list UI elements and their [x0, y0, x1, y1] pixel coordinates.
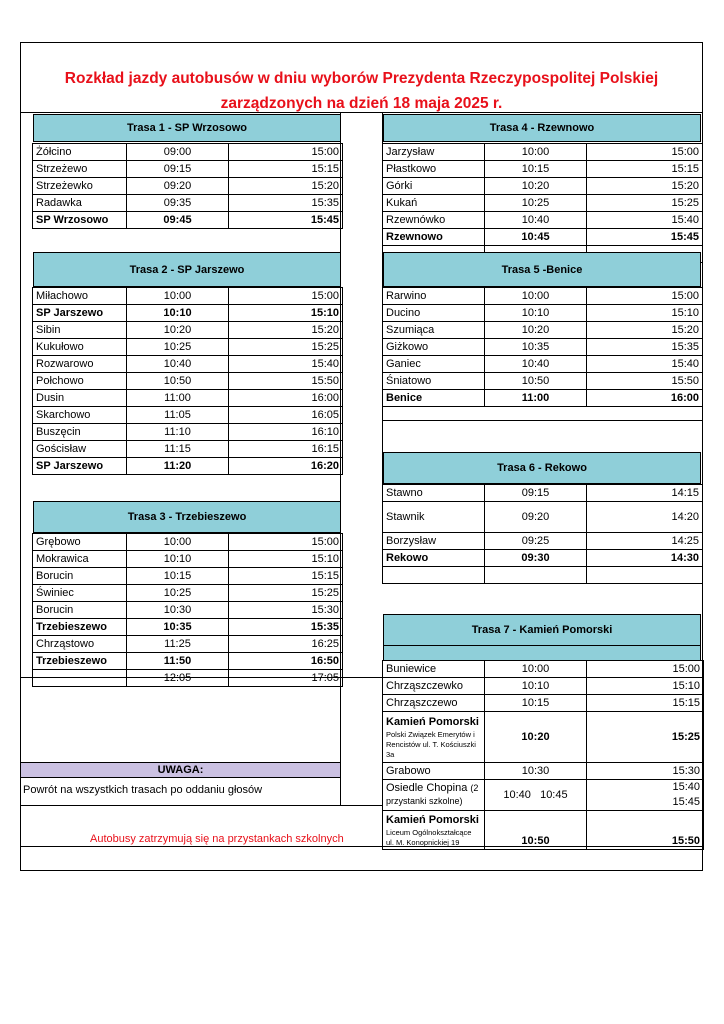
time-back: 15:35 — [587, 339, 703, 356]
table-row — [383, 212, 703, 229]
time-back: 15:15 — [587, 695, 704, 712]
time-back: 15:35 — [229, 195, 343, 212]
time-out: 10:40 10:45 — [485, 780, 587, 811]
time-out: 09:20 — [127, 178, 229, 195]
route-5-table — [382, 287, 703, 407]
table-row — [383, 288, 703, 305]
stop-name: Świniec — [33, 585, 127, 602]
time-out: 09:15 — [127, 161, 229, 178]
empty-cell — [485, 567, 587, 584]
time-back: 16:50 — [229, 653, 343, 670]
route-7-table — [382, 660, 704, 850]
time-out: 10:25 — [485, 195, 587, 212]
time-out: 10:25 — [127, 585, 229, 602]
stop-name: Rzewnowo — [383, 229, 485, 246]
stop-name: Górki — [383, 178, 485, 195]
table-row — [383, 695, 704, 712]
time-out: 11:15 — [127, 441, 229, 458]
stop-name — [33, 670, 127, 687]
stop-name: Trzebieszewo — [33, 653, 127, 670]
time-out: 09:00 — [127, 144, 229, 161]
time-back: 15:00 — [587, 144, 703, 161]
time-back: 15:40 — [229, 356, 343, 373]
time-back: 15:45 — [587, 229, 703, 246]
stop-name: Stawno — [383, 485, 485, 502]
time-out: 11:25 — [127, 636, 229, 653]
stop-name: Sibin — [33, 322, 127, 339]
time-out: 09:45 — [127, 212, 229, 229]
stop-name: Chrząstowo — [33, 636, 127, 653]
table-row — [383, 322, 703, 339]
time-back: 15:20 — [587, 178, 703, 195]
time-out: 10:50 — [485, 373, 587, 390]
table-row — [33, 568, 343, 585]
table-row — [383, 485, 703, 502]
stop-name: Borucin — [33, 602, 127, 619]
time-out: 10:10 — [127, 305, 229, 322]
table-row — [383, 661, 704, 678]
time-back-2: 15:45 — [672, 796, 700, 808]
time-out: 10:15 — [127, 568, 229, 585]
school-stops-note: Autobusy zatrzymują się na przystankach szkolnych — [90, 833, 344, 845]
route-6-table — [382, 484, 703, 584]
table-row — [33, 551, 343, 568]
empty-cell — [587, 567, 703, 584]
stop-address: Liceum Ogólnokształcące ul. M. Konopnickiej 19 — [386, 827, 472, 847]
stop-name — [383, 811, 485, 850]
stop-name: Strzeżewo — [33, 161, 127, 178]
stop-name: Giżkowo — [383, 339, 485, 356]
time-out: 10:00 — [485, 661, 587, 678]
time-out: 10:00 — [485, 144, 587, 161]
table-row — [383, 178, 703, 195]
time-out: 10:10 — [485, 305, 587, 322]
stop-address: Polski Związek Emerytów i Rencistów ul. T. Kościuszki 3a — [386, 729, 476, 759]
time-back: 16:00 — [229, 390, 343, 407]
table-row — [383, 305, 703, 322]
time-out: 10:15 — [485, 161, 587, 178]
time-out: 10:25 — [127, 339, 229, 356]
empty-row — [383, 567, 703, 584]
stop-name: Miłachowo — [33, 288, 127, 305]
time-out: 10:20 — [485, 322, 587, 339]
table-row — [33, 441, 343, 458]
table-row — [33, 619, 343, 636]
table-row — [33, 424, 343, 441]
route-2-table — [32, 287, 343, 475]
time-out: 11:50 — [127, 653, 229, 670]
time-back: 16:10 — [229, 424, 343, 441]
route-4-title: Trasa 4 - Rzewnowo — [489, 122, 595, 134]
time-out: 12:05 — [127, 670, 229, 687]
divider — [20, 112, 703, 113]
time-back: 17:05 — [229, 670, 343, 687]
route-6-title: Trasa 6 - Rekowo — [497, 462, 587, 474]
time-back: 15:00 — [229, 288, 343, 305]
time-out: 09:35 — [127, 195, 229, 212]
stop-name: Chrząszczewko — [383, 678, 485, 695]
time-out: 10:50 — [485, 811, 587, 850]
time-back: 15:15 — [229, 161, 343, 178]
time-back: 15:50 — [229, 373, 343, 390]
divider — [382, 420, 703, 421]
stop-name: Połchowo — [33, 373, 127, 390]
time-back: 15:50 — [587, 373, 703, 390]
time-back: 16:15 — [229, 441, 343, 458]
table-row — [33, 161, 343, 178]
time-out: 10:30 — [485, 763, 587, 780]
time-out: 11:10 — [127, 424, 229, 441]
time-back: 15:25 — [229, 585, 343, 602]
stop-name: Rekowo — [383, 550, 485, 567]
table-row — [383, 390, 703, 407]
time-out: 11:20 — [127, 458, 229, 475]
stop-name: Borucin — [33, 568, 127, 585]
stop-name: SP Jarszewo — [33, 458, 127, 475]
stop-name: Grębowo — [33, 534, 127, 551]
route-3-title: Trasa 3 - Trzebieszewo — [127, 511, 247, 523]
time-back: 15:40 — [587, 356, 703, 373]
time-back: 15:30 — [229, 602, 343, 619]
stop-name: Rzewnówko — [383, 212, 485, 229]
table-row — [383, 144, 703, 161]
stop-name: Trzebieszewo — [33, 619, 127, 636]
stop-name: Żółcino — [33, 144, 127, 161]
table-row — [33, 305, 343, 322]
stop-name: Buszęcin — [33, 424, 127, 441]
time-back: 15:20 — [587, 322, 703, 339]
table-row — [33, 407, 343, 424]
return-note: Powrót na wszystkich trasach po oddaniu głosów — [23, 784, 263, 796]
table-row — [383, 712, 704, 763]
time-out: 10:40 — [127, 356, 229, 373]
table-row — [383, 678, 704, 695]
table-row — [33, 653, 343, 670]
time-out: 11:00 — [485, 390, 587, 407]
divider — [20, 805, 382, 806]
stop-name: Chrząszczewo — [383, 695, 485, 712]
time-out: 09:30 — [485, 550, 587, 567]
table-row — [383, 161, 703, 178]
time-back: 15:00 — [229, 144, 343, 161]
table-row — [33, 144, 343, 161]
stop-name: Benice — [383, 390, 485, 407]
table-row — [33, 212, 343, 229]
route-7-title: Trasa 7 - Kamień Pomorski — [471, 624, 613, 636]
time-back: 16:05 — [229, 407, 343, 424]
time-back: 15:00 — [587, 661, 704, 678]
route-1-table — [32, 143, 343, 229]
table-row — [383, 533, 703, 550]
time-back: 15:15 — [229, 568, 343, 585]
time-out: 10:15 — [485, 695, 587, 712]
route-2-title: Trasa 2 - SP Jarszewo — [129, 263, 245, 276]
time-back: 15:25 — [587, 712, 704, 763]
stop-name-main: Kamień Pomorski — [386, 715, 479, 728]
stop-name: Płastkowo — [383, 161, 485, 178]
stop-name: Rarwino — [383, 288, 485, 305]
table-row — [33, 585, 343, 602]
stop-name: Gościsław — [33, 441, 127, 458]
time-back: 15:25 — [587, 195, 703, 212]
time-back: 15:10 — [229, 305, 343, 322]
time-out: 10:00 — [127, 288, 229, 305]
stop-name: Mokrawica — [33, 551, 127, 568]
route-4-header — [383, 114, 701, 142]
route-3-table — [32, 533, 343, 687]
table-row — [383, 195, 703, 212]
stop-name: Śniatowo — [383, 373, 485, 390]
table-row — [33, 356, 343, 373]
route-7-header-band — [383, 646, 701, 660]
time-out: 10:35 — [485, 339, 587, 356]
time-out: 10:00 — [127, 534, 229, 551]
time-out: 10:10 — [485, 678, 587, 695]
time-back: 16:20 — [229, 458, 343, 475]
table-row — [33, 534, 343, 551]
table-row — [33, 636, 343, 653]
stop-name: Radawka — [33, 195, 127, 212]
time-out: 10:10 — [127, 551, 229, 568]
stop-name — [383, 712, 485, 763]
table-row — [383, 356, 703, 373]
time-out: 10:45 — [485, 229, 587, 246]
stop-name: Strzeżewko — [33, 178, 127, 195]
stop-name: Ducino — [383, 305, 485, 322]
route-3-header — [33, 501, 341, 533]
time-back — [587, 780, 704, 811]
table-row — [33, 178, 343, 195]
table-row — [33, 602, 343, 619]
route-4-table — [382, 143, 703, 263]
time-back: 15:10 — [587, 305, 703, 322]
title-line-2: zarządzonych na dzień 18 maja 2025 r. — [220, 95, 503, 112]
time-back: 15:25 — [229, 339, 343, 356]
time-out: 11:00 — [127, 390, 229, 407]
time-out: 09:25 — [485, 533, 587, 550]
route-1-title: Trasa 1 - SP Wrzosowo — [126, 122, 248, 134]
time-back: 15:20 — [229, 322, 343, 339]
table-row — [383, 780, 704, 811]
time-back: 15:45 — [229, 212, 343, 229]
time-out: 10:00 — [485, 288, 587, 305]
time-back: 15:00 — [229, 534, 343, 551]
time-back: 15:35 — [229, 619, 343, 636]
stop-name: Borzysław — [383, 533, 485, 550]
time-back: 15:15 — [587, 161, 703, 178]
time-back: 14:15 — [587, 485, 703, 502]
table-row — [33, 390, 343, 407]
route-5-title: Trasa 5 -Benice — [501, 263, 583, 276]
time-back: 14:25 — [587, 533, 703, 550]
time-out: 09:20 — [485, 502, 587, 533]
time-back: 16:25 — [229, 636, 343, 653]
time-out: 10:50 — [127, 373, 229, 390]
title-line-1: Rozkład jazdy autobusów w dniu wyborów Prezydenta Rzeczypospolitej Polskiej — [64, 70, 659, 87]
time-back: 15:30 — [587, 763, 704, 780]
route-6-header — [383, 452, 701, 484]
time-back: 15:10 — [229, 551, 343, 568]
time-back: 15:50 — [587, 811, 704, 850]
time-back-1: 15:40 — [672, 781, 700, 793]
time-back: 15:40 — [587, 212, 703, 229]
time-out: 10:20 — [127, 322, 229, 339]
table-row — [33, 670, 343, 687]
table-row — [33, 373, 343, 390]
stop-name: Buniewice — [383, 661, 485, 678]
time-back: 15:10 — [587, 678, 704, 695]
route-7-header — [383, 614, 701, 646]
table-row — [33, 288, 343, 305]
route-5-header — [383, 252, 701, 287]
route-2-header — [33, 252, 341, 287]
stop-name — [383, 780, 485, 811]
stop-name: Ganiec — [383, 356, 485, 373]
time-back: 15:00 — [587, 288, 703, 305]
table-row — [33, 195, 343, 212]
time-back: 14:30 — [587, 550, 703, 567]
stop-name: Szumiąca — [383, 322, 485, 339]
stop-name: Kukań — [383, 195, 485, 212]
table-row — [383, 811, 704, 850]
table-row — [383, 229, 703, 246]
time-out: 09:15 — [485, 485, 587, 502]
stop-note: (2 przystanki szkolne) — [386, 783, 479, 806]
time-out: 10:30 — [127, 602, 229, 619]
page-title — [20, 66, 703, 116]
time-out: 10:40 — [485, 356, 587, 373]
table-row — [383, 763, 704, 780]
table-row — [383, 373, 703, 390]
stop-name: Skarchowo — [33, 407, 127, 424]
stop-name: Dusin — [33, 390, 127, 407]
stop-name: Kukułowo — [33, 339, 127, 356]
stop-name-main: Osiedle Chopina — [386, 782, 468, 794]
time-back: 16:00 — [587, 390, 703, 407]
stop-name: SP Jarszewo — [33, 305, 127, 322]
stop-name: Grabowo — [383, 763, 485, 780]
table-row — [33, 322, 343, 339]
route-1-header — [33, 114, 341, 142]
table-row — [33, 458, 343, 475]
time-back: 15:20 — [229, 178, 343, 195]
stop-name: Stawnik — [383, 502, 485, 533]
table-row — [383, 339, 703, 356]
stop-name: SP Wrzosowo — [33, 212, 127, 229]
table-row — [33, 339, 343, 356]
time-out: 10:20 — [485, 178, 587, 195]
empty-cell — [383, 567, 485, 584]
stop-name: Jarzysław — [383, 144, 485, 161]
time-out: 10:40 — [485, 212, 587, 229]
time-back: 14:20 — [587, 502, 703, 533]
notice-label: UWAGA: — [21, 762, 340, 778]
time-out: 10:20 — [485, 712, 587, 763]
time-out: 11:05 — [127, 407, 229, 424]
table-row — [383, 550, 703, 567]
time-out: 10:35 — [127, 619, 229, 636]
table-row — [383, 502, 703, 533]
stop-name: Rozwarowo — [33, 356, 127, 373]
stop-name-main: Kamień Pomorski — [386, 813, 479, 826]
